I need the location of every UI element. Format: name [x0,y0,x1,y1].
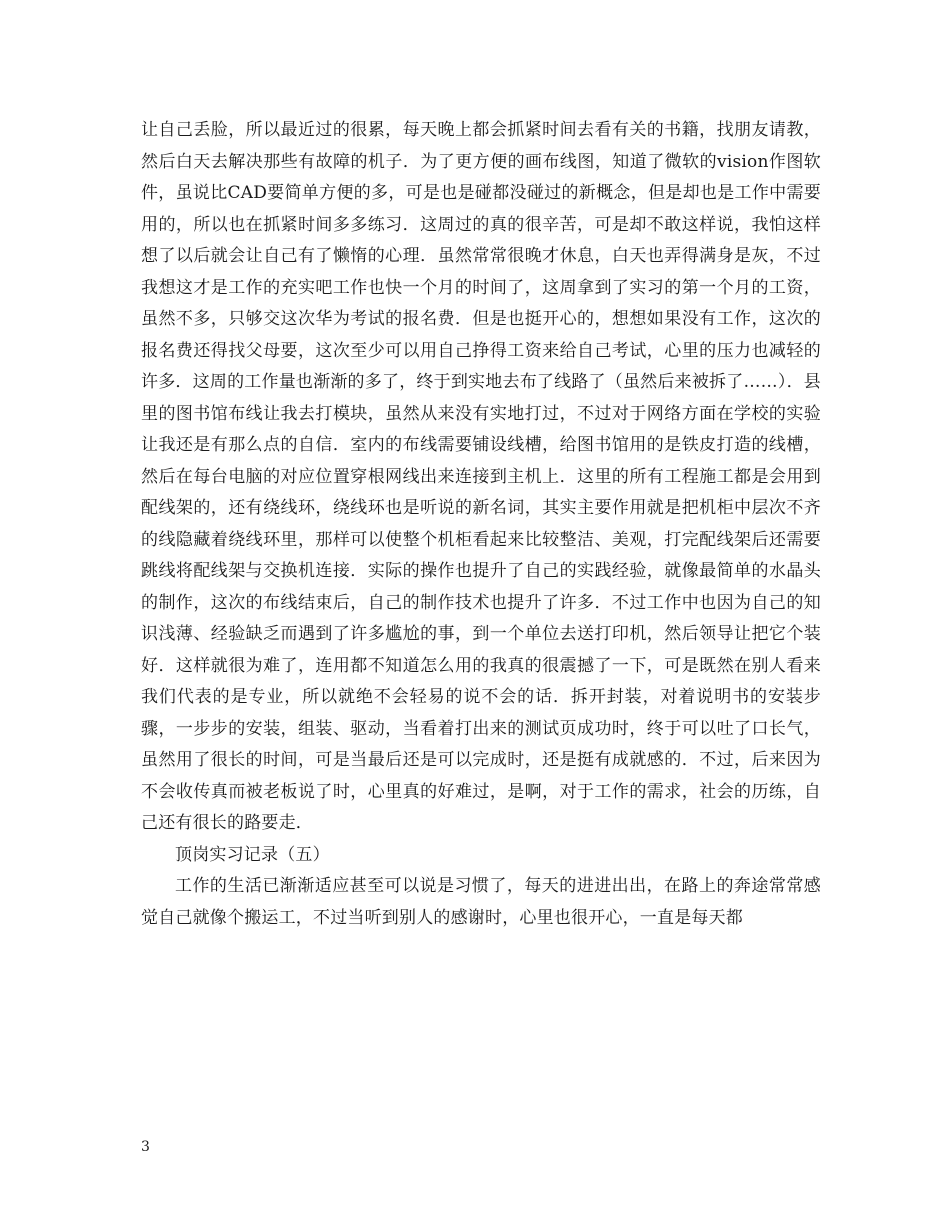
body-text [141,115,821,934]
page-number: 3 [141,1139,150,1155]
paragraph-continued: 让自己丢脸，所以最近过的很累，每天晚上都会抓紧时间去看有关的书籍，找朋友请教，然后白天去解决那些有故障的机子．为了更方便的画布线图，知道了微软的vision作图软件，虽说比CAD要简单方便的多，可是也是碰都没碰过的新概念，但是却也是工作中需要用的，所以也在抓紧时间多多练习．这周过的真的很辛苦，可是却不敢这样说，我怕这样想了以后就会让自己有了懒惰的心理．虽然常常很晚才休息，白天也弄得满身是灰，不过我想这才是工作的充实吧工作也快一个月的时间了，这周拿到了实习的第一个月的工资，虽然不多，只够交这次华为考试的报名费．但是也挺开心的，想想如果没有工作，这次的报名费还得找父母要，这次至少可以用自己挣得工资来给自己考试，心里的压力也减轻的许多．这周的工作量也渐渐的多了，终于到实地去布了线路了（虽然后来被拆了……）．县里的图书馆布线让我去打模块，虽然从来没有实地打过，不过对于网络方面在学校的实验让我还是有那么点的自信．室内的布线需要铺设线槽，给图书馆用的是铁皮打造的线槽，然后在每台电脑的对应位置穿根网线出来连接到主机上．这里的所有工程施工都是会用到配线架的，还有绕线环，绕线环也是听说的新名词，其实主要作用就是把机柜中层次不齐的线隐藏着绕线环里，那样可以使整个机柜看起来比较整洁、美观，打完配线架后还需要跳线将配线架与交换机连接．实际的操作也提升了自己的实践经验，就像最简单的水晶头的制作，这次的布线结束后，自己的制作技术也提升了许多．不过工作中也因为自己的知识浅薄、经验缺乏而遇到了许多尴尬的事，到一个单位去送打印机，然后领导让把它个装好．这样就很为难了，连用都不知道怎么用的我真的很震撼了一下，可是既然在别人看来我们代表的是专业，所以就绝不会轻易的说不会的话．拆开封装，对着说明书的安装步骤，一步步的安装，组装、驱动，当看着打出来的测试页成功时，终于可以吐了口长气，虽然用了很长的时间，可是当最后还是可以完成时，还是挺有成就感的．不过，后来因为不会收传真而被老板说了时，心里真的好难过，是啊，对于工作的需求，社会的历练，自己还有很长的路要走． [141,120,821,833]
section-heading: 顶岗实习记录（五） [175,844,330,865]
paragraph-next: 工作的生活已渐渐适应甚至可以说是习惯了，每天的进进出出，在路上的奔途常常感觉自己就像个搬运工，不过当听到别人的感谢时，心里也很开心，一直是每天都 [141,876,821,928]
